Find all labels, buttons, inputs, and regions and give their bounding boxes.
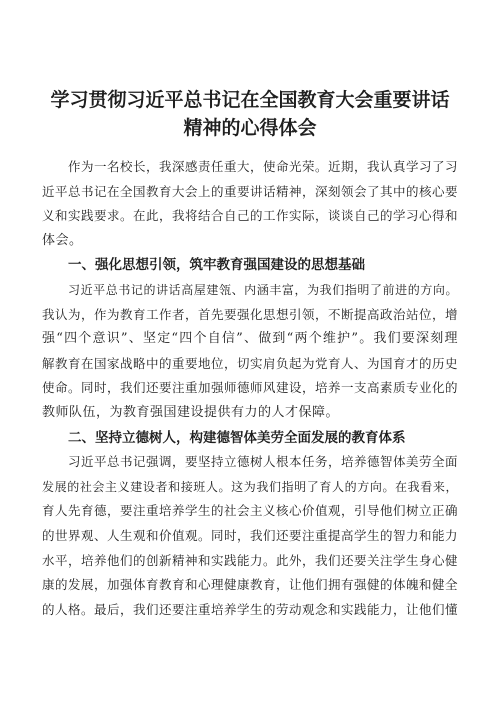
paragraph-line: 作为一名校长，我深感责任重大，使命光荣。近期，我认真学习了习 <box>68 159 459 174</box>
paragraph-line: 发展的社会主义建设者和接班人。这为我们指明了育人的方向。在我看来， <box>42 479 458 494</box>
section-heading-2: 二、坚持立德树人，构建德智体美劳全面发展的教育体系 <box>68 429 406 446</box>
paragraph-line: 体会。 <box>42 232 83 248</box>
paragraph-line: 习近平总书记强调，要坚持立德树人根本任务，培养德智体美劳全面 <box>68 454 459 470</box>
paragraph-line: 解教育在国家战略中的重要地位，切实肩负起为党育人、为国育才的历史 <box>42 355 459 371</box>
paragraph-line: 我认为，作为教育工作者，首先要强化思想引领，不断提高政治站位，增 <box>42 306 459 322</box>
paragraph-section-2 <box>42 450 458 622</box>
paragraph-line: 习近平总书记的讲话高屋建瓴、内涵丰富，为我们指明了前进的方向。 <box>68 282 458 297</box>
paragraph-line: 义和实践要求。在此，我将结合自己的工作实际，谈谈自己的学习心得和 <box>42 208 459 224</box>
paragraph-section-1 <box>42 278 458 426</box>
document-title-line-2: 精神的心得体会 <box>183 117 317 139</box>
paragraph-line: 使命。同时，我们还要注重加强师德师风建设，培养一支高素质专业化的 <box>42 380 459 396</box>
document-title-line-1: 学习贯彻习近平总书记在全国教育大会重要讲话 <box>50 89 450 111</box>
paragraph-line: 的人格。最后，我们还要注重培养学生的劳动观念和实践能力，让他们懂 <box>42 601 459 617</box>
paragraph-line: 教师队伍，为教育强国建设提供有力的人才保障。 <box>42 404 340 420</box>
paragraph-line: 水平，培养他们的创新精神和实践能力。此外，我们还要关注学生身心健 <box>42 552 459 568</box>
paragraph-line: 强“四个意识”、坚定“四个自信”、做到“两个维护”。我们要深刻理 <box>42 331 458 347</box>
paragraph-line: 近平总书记在全国教育大会上的重要讲话精神，深刻领会了其中的核心要 <box>42 183 459 199</box>
paragraph-line: 康的发展，加强体育教育和心理健康教育，让他们拥有强健的体魄和健全 <box>42 577 459 593</box>
document-body <box>42 155 458 622</box>
section-heading-1: 一、强化思想引领，筑牢教育强国建设的思想基础 <box>68 257 365 274</box>
paragraph-line: 育人先育德，要注重培养学生的社会主义核心价值观，引导他们树立正确 <box>42 503 459 519</box>
paragraph-line: 的世界观、人生观和价值观。同时，我们还要注重提高学生的智力和能力 <box>42 527 459 543</box>
paragraph-intro <box>42 155 458 253</box>
